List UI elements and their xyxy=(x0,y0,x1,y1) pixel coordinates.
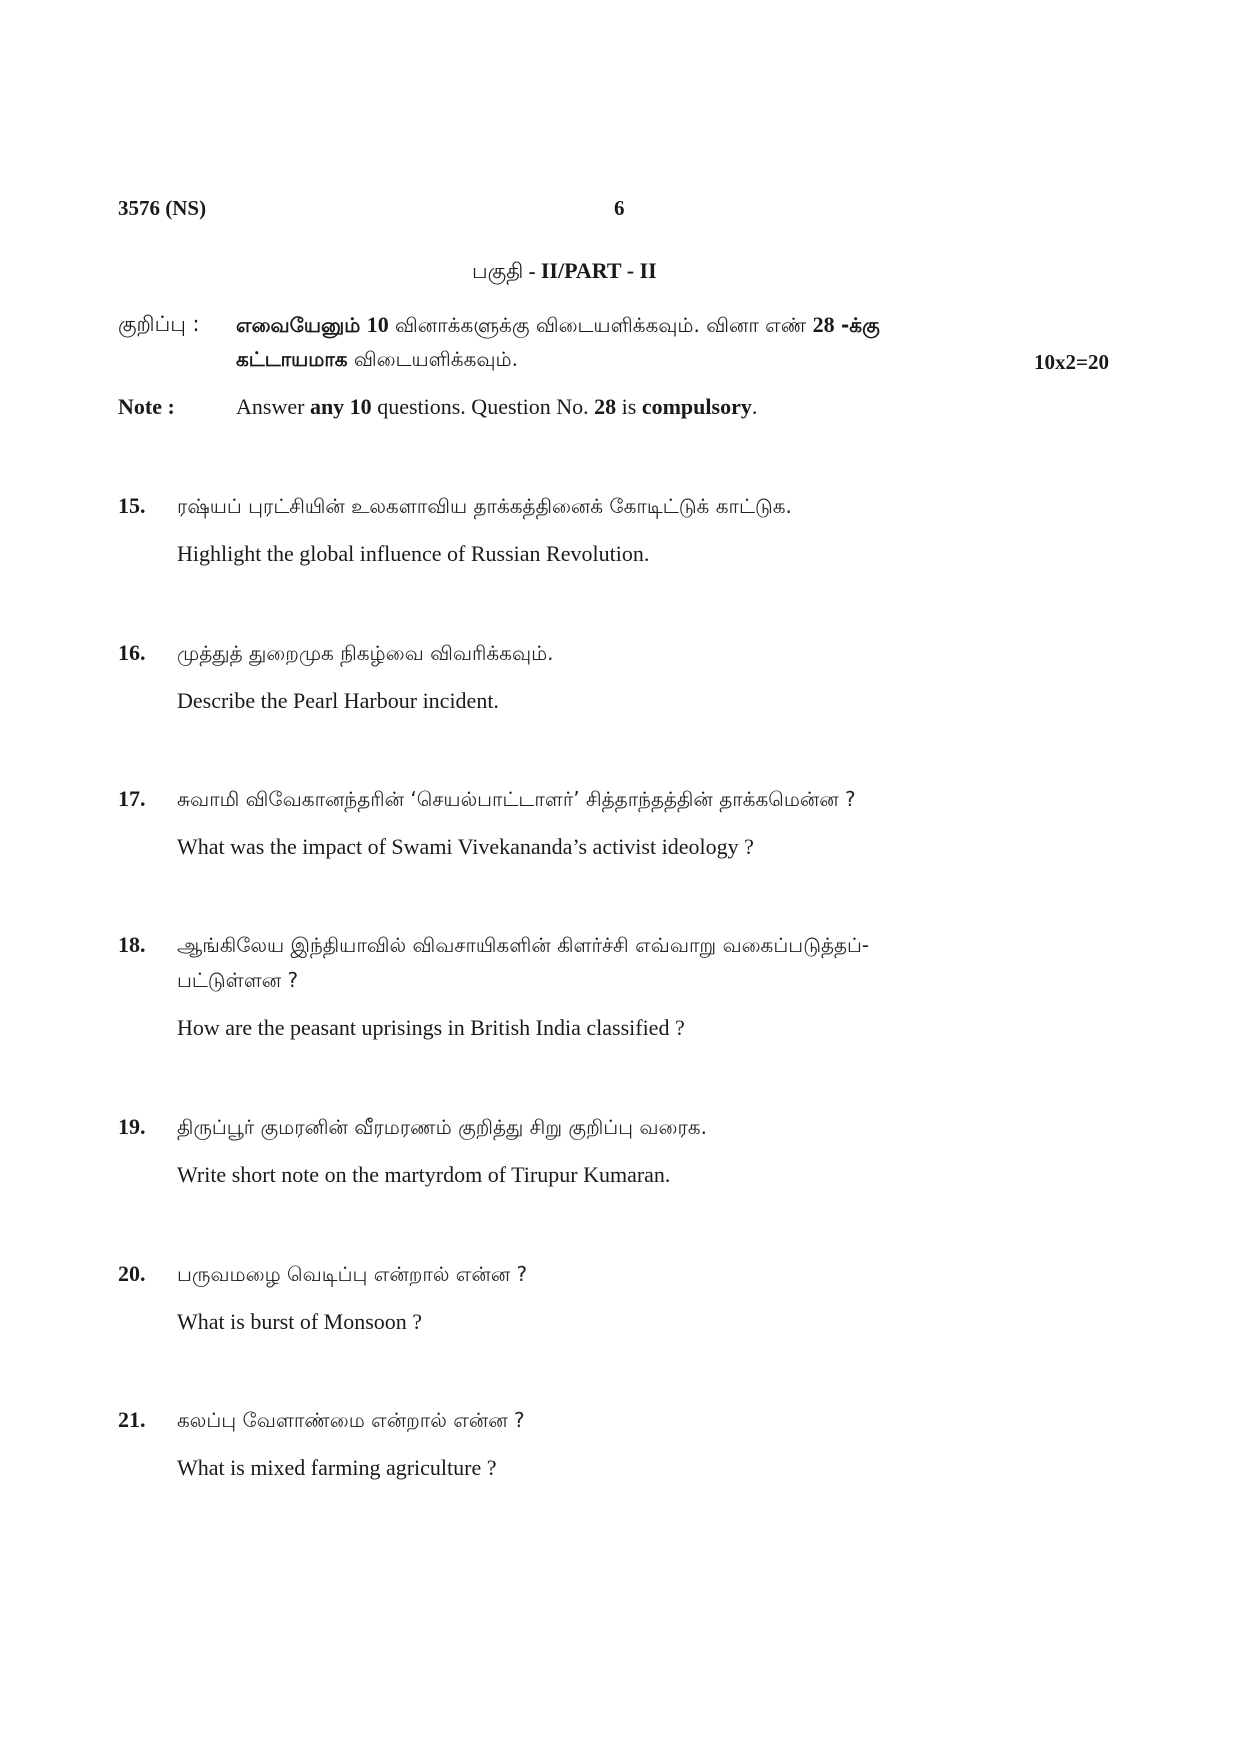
question-number: 20. xyxy=(118,1261,146,1286)
question-english: How are the peasant uprisings in British India classified ? xyxy=(177,1015,685,1040)
note-part-3: is xyxy=(616,394,642,419)
question-number: 15. xyxy=(118,493,146,518)
note-bold-3: compulsory xyxy=(641,394,752,419)
question-number: 19. xyxy=(118,1114,146,1139)
question-english: Write short note on the martyrdom of Tirupur Kumaran. xyxy=(177,1162,671,1187)
question-english: Describe the Pearl Harbour incident. xyxy=(177,688,499,713)
instruction-compulsory: கட்டாயமாக xyxy=(236,347,348,371)
instruction-mid: வினாக்களுக்கு விடையளிக்கவும். வினா எண் xyxy=(395,313,807,337)
question-tamil: கலப்பு வேளாண்மை என்றால் என்ன ? xyxy=(177,1408,525,1432)
instruction-num-2: 28 xyxy=(812,312,835,337)
part-heading-tamil: பகுதி xyxy=(472,259,524,283)
note-part-2: questions. Question No. xyxy=(371,394,595,419)
question-tamil: பருவமழை வெடிப்பு என்றால் என்ன ? xyxy=(177,1262,528,1286)
question-english: Highlight the global influence of Russian Revolution. xyxy=(177,541,650,566)
page-number: 6 xyxy=(614,196,625,220)
part-heading-dash: - xyxy=(523,259,541,283)
part-heading-english: II/PART - II xyxy=(540,258,657,283)
instruction-line-2-rest: விடையளிக்கவும். xyxy=(353,347,518,371)
instruction-num-1: 10 xyxy=(366,312,389,337)
note-bold-2: 28 xyxy=(594,394,617,419)
instruction-line-1 xyxy=(236,312,880,340)
question-tamil: ஆங்கிலேய இந்தியாவில் விவசாயிகளின் கிளர்ச்சி எவ்வாறு வகைப்படுத்தப்- xyxy=(177,933,870,957)
part-heading xyxy=(472,258,657,286)
question-number: 18. xyxy=(118,932,146,957)
instruction-line-2 xyxy=(236,347,518,374)
note-bold-1: any 10 xyxy=(309,394,372,419)
question-english: What is mixed farming agriculture ? xyxy=(177,1455,497,1480)
question-tamil-continued: பட்டுள்ளன ? xyxy=(177,968,299,992)
instruction-end: -க்கு xyxy=(840,313,880,337)
question-number: 17. xyxy=(118,786,146,811)
note-part-1: Answer xyxy=(236,394,310,419)
marks-scheme: 10x2=20 xyxy=(1034,350,1109,374)
question-tamil: சுவாமி விவேகானந்தரின் ‘செயல்பாட்டாளர்’ சித்தாந்தத்தின் தாக்கமென்ன ? xyxy=(177,787,856,811)
note-part-4: . xyxy=(751,394,758,419)
instruction-label: குறிப்பு : xyxy=(118,312,200,336)
question-tamil: முத்துத் துறைமுக நிகழ்வை விவரிக்கவும். xyxy=(177,641,554,665)
question-english: What is burst of Monsoon ? xyxy=(177,1309,423,1334)
paper-code: 3576 (NS) xyxy=(118,196,207,220)
question-number: 16. xyxy=(118,640,146,665)
note-label: Note : xyxy=(118,394,175,419)
question-tamil: ரஷ்யப் புரட்சியின் உலகளாவிய தாக்கத்தினைக் கோடிட்டுக் காட்டுக. xyxy=(177,494,792,518)
instruction-bold-start: எவையேனும் xyxy=(236,313,361,337)
question-number: 21. xyxy=(118,1407,146,1432)
question-english: What was the impact of Swami Vivekananda’s activist ideology ? xyxy=(177,834,754,859)
question-tamil: திருப்பூர் குமரனின் வீரமரணம் குறித்து சிறு குறிப்பு வரைக. xyxy=(177,1115,707,1139)
note-text xyxy=(236,394,757,420)
